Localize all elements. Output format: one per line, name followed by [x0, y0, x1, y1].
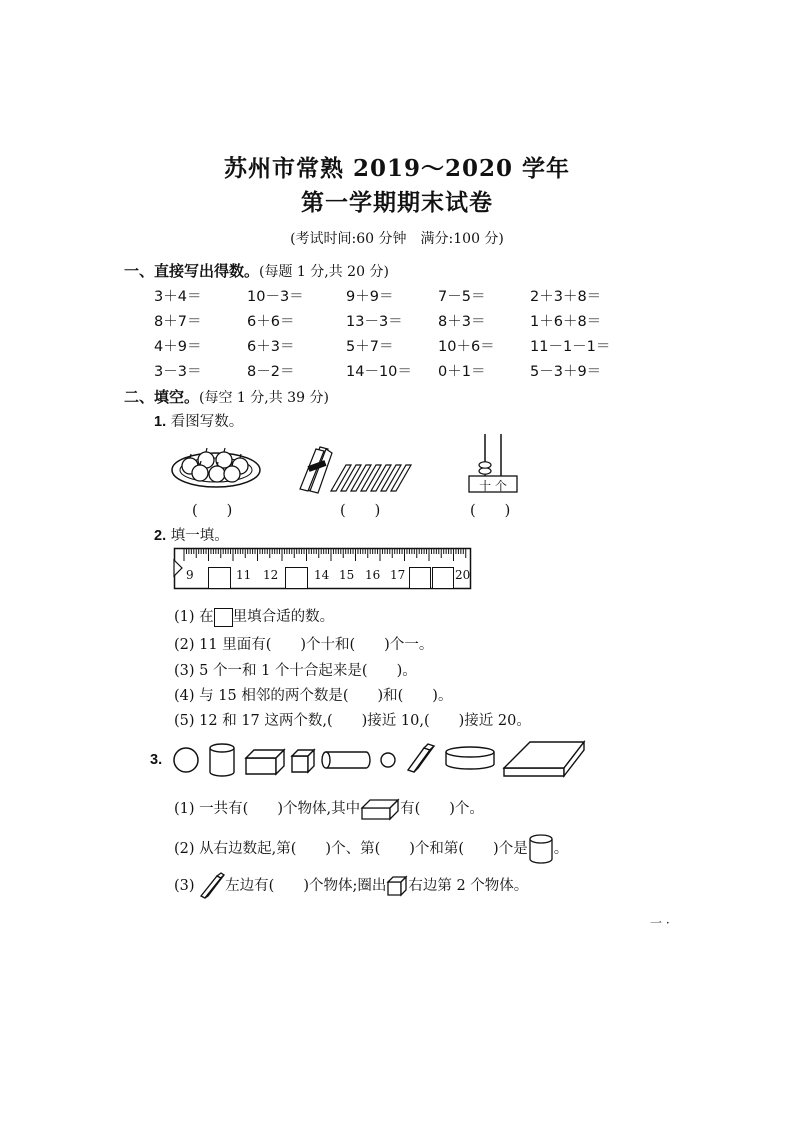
calc-item: 8＋3＝	[438, 314, 486, 330]
q2-item-2-num: (2)	[174, 637, 195, 653]
q3-item-1	[174, 797, 484, 820]
q2-heading	[154, 524, 229, 545]
slanted-cuboid-icon	[408, 744, 434, 772]
page-mark: 一 ·	[650, 916, 670, 930]
abacus-label: 十 个	[479, 479, 507, 493]
ruler-label-12: 12	[263, 568, 279, 582]
q2-item-4-text: 与 15 相邻的两个数是( )和( )。	[199, 688, 453, 704]
ruler-label-15: 15	[339, 568, 355, 582]
calc-item: 5＋7＝	[346, 339, 394, 355]
q3-item-2-num: (2)	[174, 841, 195, 857]
cube-icon	[292, 750, 314, 772]
ruler-label-11: 11	[236, 568, 252, 582]
q2-item-1-num: (1)	[174, 609, 195, 625]
calc-item: 6＋3＝	[247, 339, 295, 355]
section2-heading: 二、填空。	[124, 388, 200, 406]
flat-cuboid-icon	[504, 742, 584, 776]
calc-item: 5－3＋9＝	[530, 364, 602, 380]
q2-item-4	[174, 684, 452, 705]
calc-item: 0＋1＝	[438, 364, 486, 380]
ruler-box-18[interactable]	[409, 567, 431, 589]
q1-number: 1.	[154, 414, 167, 430]
q2-item-5-num: (5)	[174, 713, 195, 729]
abacus-image	[468, 432, 518, 494]
section1-heading-line	[124, 260, 389, 281]
q3-item-1-b: 有( )个。	[400, 801, 484, 817]
page-title-line2: 第一学期期末试卷	[301, 189, 493, 216]
cuboid-icon	[360, 798, 400, 820]
calc-item: 11－1－1＝	[530, 339, 611, 355]
cylinder-icon	[528, 833, 554, 865]
sticks-image	[298, 445, 418, 495]
calc-item: 9＋9＝	[346, 289, 394, 305]
calc-item: 8＋7＝	[154, 314, 202, 330]
calc-item: 14－10＝	[346, 364, 412, 380]
page-title-line1: 苏州市常熟 2019～2020 学年	[223, 155, 571, 182]
slanted-cuboid-icon	[199, 872, 225, 900]
q3-item-3-a: 左边有( )个物体;圈出	[225, 878, 387, 894]
cylinder-icon	[210, 744, 234, 776]
q3-item-2	[174, 833, 568, 865]
calc-item: 2＋3＋8＝	[530, 289, 602, 305]
calc-item: 6＋6＝	[247, 314, 295, 330]
ruler-label-20: 20	[455, 568, 471, 582]
q3-item-2-a: 从右边数起,第( )个、第( )个和第( )个是	[199, 841, 528, 857]
q3-item-1-num: (1)	[174, 801, 195, 817]
q1-blank-1[interactable]: ( )	[192, 503, 233, 519]
calc-item: 1＋6＋8＝	[530, 314, 602, 330]
ruler-label-16: 16	[365, 568, 381, 582]
q2-item-2-text: 11 里面有( )个十和( )个一。	[199, 637, 434, 653]
q3-item-1-a: 一共有( )个物体,其中	[199, 801, 361, 817]
q1-blank-2[interactable]: ( )	[340, 503, 381, 519]
q3-item-2-b: 。	[553, 841, 569, 857]
section1-note: (每题 1 分,共 20 分)	[259, 264, 389, 280]
q1-heading	[154, 410, 243, 431]
calc-item: 3＋4＝	[154, 289, 202, 305]
ruler-box-19[interactable]	[432, 567, 454, 589]
q2-item-5	[174, 709, 531, 730]
q3-item-3	[174, 872, 528, 900]
calc-item: 7－5＝	[438, 289, 486, 305]
calc-item: 13－3＝	[346, 314, 403, 330]
ruler-label-9: 9	[186, 568, 194, 582]
q2-item-2	[174, 633, 433, 654]
section2-note: (每空 1 分,共 39 分)	[199, 390, 329, 406]
q2-item-5-text: 12 和 17 这两个数,( )接近 10,( )接近 20。	[199, 713, 531, 729]
calc-item: 4＋9＝	[154, 339, 202, 355]
cuboid-icon	[246, 750, 284, 774]
exam-info: (考试时间:60 分钟 满分:100 分)	[290, 231, 504, 247]
answer-box-icon	[214, 608, 233, 627]
apples-plate-image	[170, 440, 262, 490]
calc-item: 3－3＝	[154, 364, 202, 380]
q3-number: 3.	[150, 752, 163, 768]
sphere-icon	[174, 748, 198, 772]
ruler-box-13[interactable]	[285, 567, 308, 589]
q2-item-3	[174, 659, 417, 680]
q2-text: 填一填。	[170, 528, 229, 544]
q2-item-3-text: 5 个一和 1 个十合起来是( )。	[199, 663, 417, 679]
section2-heading-line	[124, 386, 329, 407]
ruler-box-10[interactable]	[208, 567, 231, 589]
ruler-label-17: 17	[390, 568, 406, 582]
section1-heading: 一、直接写出得数。	[124, 262, 260, 280]
lying-cylinder-icon	[322, 752, 370, 768]
calc-item: 10＋6＝	[438, 339, 495, 355]
flat-cylinder-icon	[446, 747, 494, 769]
q2-number: 2.	[154, 528, 167, 544]
q2-item-1	[174, 605, 334, 627]
q3-solids-row	[170, 738, 590, 780]
q1-blank-3[interactable]: ( )	[470, 503, 511, 519]
ruler-label-14: 14	[314, 568, 330, 582]
q2-item-1-post: 里填合适的数。	[232, 609, 335, 625]
q3-item-3-b: 右边第 2 个物体。	[408, 878, 529, 894]
q1-text: 看图写数。	[170, 414, 244, 430]
calc-item: 8－2＝	[247, 364, 295, 380]
small-sphere-icon	[381, 753, 395, 767]
q2-item-3-num: (3)	[174, 663, 195, 679]
cube-icon	[386, 875, 408, 897]
q3-item-3-num: (3)	[174, 878, 195, 894]
q2-item-4-num: (4)	[174, 688, 195, 704]
calc-item: 10－3＝	[247, 289, 304, 305]
q2-item-1-pre: 在	[199, 609, 214, 625]
